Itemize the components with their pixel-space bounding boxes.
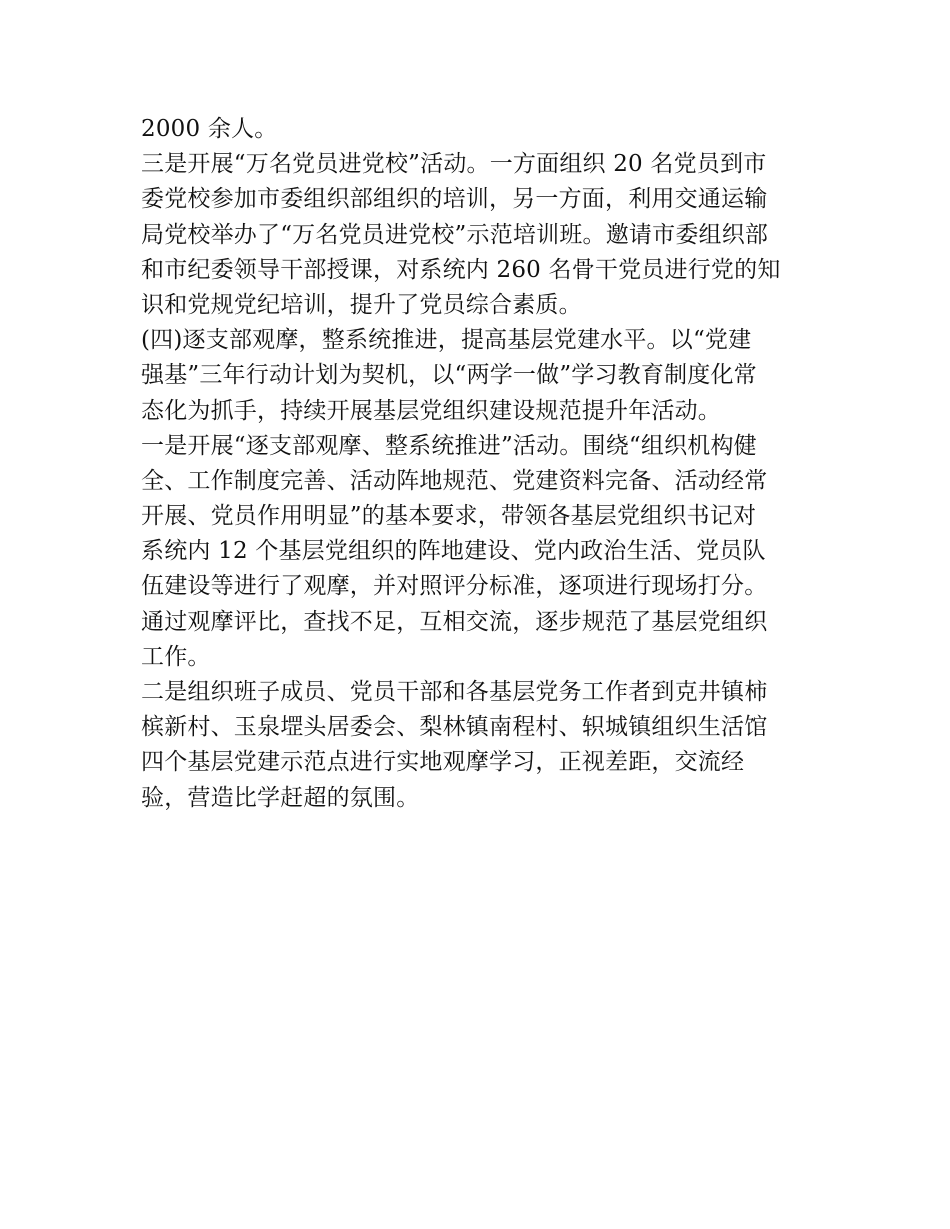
- paragraph-4: [141, 429, 821, 675]
- text-line: (四)逐支部观摩，整系统推进，提高基层党建水平。以“党建: [141, 327, 752, 354]
- text-line: 全、工作制度完善、活动阵地规范、党建资料完备、活动经常: [141, 467, 768, 494]
- paragraph-3: [141, 323, 821, 429]
- text-line: 委党校参加市委组织部组织的培训，另一方面，利用交通运输: [141, 186, 768, 213]
- text-line: 强基”三年行动计划为契机，以“两学一做”学习教育制度化常: [141, 362, 757, 389]
- text-line: 伍建设等进行了观摩，并对照评分标准，逐项进行现场打分。: [141, 573, 768, 600]
- text-line: 开展、党员作用明显”的基本要求，带领各基层党组织书记对: [141, 503, 757, 530]
- paragraph-1: [141, 112, 821, 147]
- text-line: 一是开展“逐支部观摩、整系统推进”活动。围绕“组织机构健: [141, 432, 757, 459]
- text-line: 2000 余人。: [141, 116, 278, 142]
- text-line: 系统内 12 个基层党组织的阵地建设、党内政治生活、党员队: [141, 538, 766, 565]
- text-line: 验，营造比学赶超的氛围。: [141, 784, 420, 811]
- document-body: [141, 112, 821, 816]
- paragraph-2: [141, 147, 821, 323]
- text-line: 通过观摩评比，查找不足，互相交流，逐步规范了基层党组织: [141, 608, 768, 635]
- text-line: 三是开展“万名党员进党校”活动。一方面组织 20 名党员到市: [141, 151, 767, 178]
- text-line: 槟新村、玉泉堽头居委会、梨林镇南程村、轵城镇组织生活馆: [141, 714, 768, 741]
- text-line: 局党校举办了“万名党员进党校”示范培训班。邀请市委组织部: [141, 221, 769, 248]
- text-line: 二是组织班子成员、党员干部和各基层党务工作者到克井镇柿: [141, 679, 768, 705]
- text-line: 工作。: [141, 643, 211, 670]
- text-line: 和市纪委领导干部授课，对系统内 260 名骨干党员进行党的知: [141, 256, 781, 283]
- text-line: 识和党规党纪培训，提升了党员综合素质。: [141, 291, 582, 318]
- text-line: 四个基层党建示范点进行实地观摩学习，正视差距，交流经: [141, 749, 745, 776]
- paragraph-5: [141, 675, 821, 816]
- text-line: 态化为抓手，持续开展基层党组织建设规范提升年活动。: [141, 397, 721, 424]
